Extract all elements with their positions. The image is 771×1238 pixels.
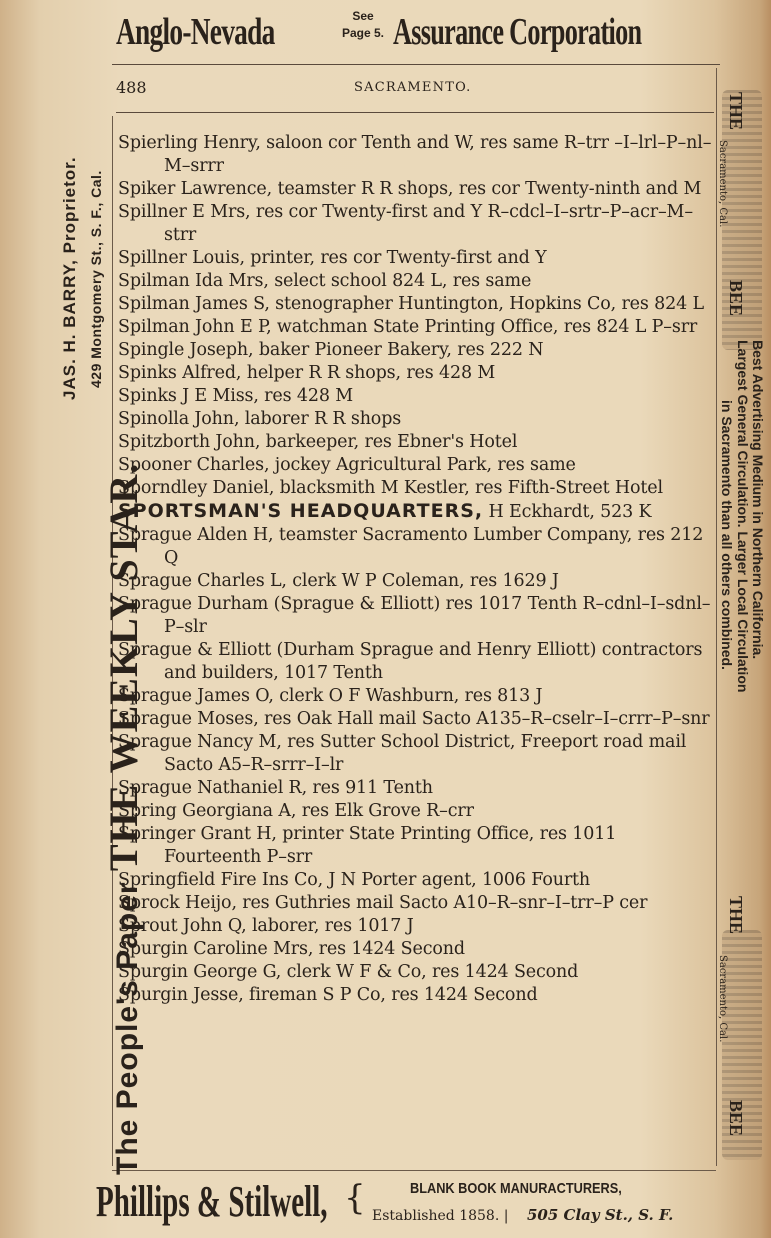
entry-name: Sprock Heijo — [118, 893, 232, 913]
entry-details: , res 911 Tenth — [301, 778, 433, 798]
directory-entry — [118, 731, 714, 777]
right-ad-line-3: in Sacramento than all others combined. — [719, 400, 735, 670]
entry-details: H Eckhardt, 523 K — [483, 502, 652, 522]
entry-details: , stenographer Huntington, Hopkins Co, res 824 L — [264, 294, 704, 314]
entry-details: , clerk O F Washburn, res 813 J — [268, 686, 543, 706]
top-ad-right-text: Assurance Corporation — [393, 11, 642, 53]
entry-details: , printer State Printing Office, res 1011 Fourteenth P–srr — [164, 824, 617, 867]
entry-name: Sporndley Daniel — [118, 478, 269, 498]
directory-entry — [118, 408, 714, 431]
left-ad-slogan: The People's Paper — [111, 881, 144, 1175]
bottom-ad-brace: { — [344, 1178, 366, 1218]
right-ad-top-city: Sacramento, Cal. — [717, 140, 728, 228]
right-ad-line-1: Best Advertising Medium in Northern California. — [750, 340, 766, 660]
entry-name: Spillner Louis — [118, 248, 240, 268]
top-ad-page: Page 5. — [341, 26, 385, 40]
directory-entry — [118, 938, 714, 961]
directory-entry — [118, 270, 714, 293]
directory-entry — [118, 524, 714, 570]
directory-entry — [118, 201, 714, 247]
entry-details: , printer, res cor Twenty-first and Y — [239, 248, 547, 268]
bottom-ad-firm: Phillips & Stilwell, — [96, 1177, 328, 1226]
entry-name: Spillner E Mrs — [118, 202, 246, 222]
directory-entry — [118, 500, 714, 524]
entry-details: , barkeeper, res Ebner's Hotel — [254, 432, 518, 452]
directory-entry — [118, 639, 714, 685]
entry-details: , res Elk Grove R–crr — [290, 801, 474, 821]
directory-entry — [118, 247, 714, 270]
directory-entry — [118, 593, 714, 639]
entry-details: , res 428 M — [253, 386, 353, 406]
top-divider — [112, 64, 720, 65]
entry-name: Spinks J E Miss — [118, 386, 254, 406]
directory-entry — [118, 477, 714, 500]
entry-details: , baker Pioneer Bakery, res 222 N — [248, 340, 544, 360]
entry-details: , saloon cor Tenth and W, res same R–trr –I–lrl–P–nl–M–srrr — [164, 133, 712, 176]
directory-entry — [118, 362, 714, 385]
entry-details: , clerk W P Coleman, res 1629 J — [281, 571, 559, 591]
entry-name: Spingle Joseph — [118, 340, 249, 360]
left-ad-address: 429 Montgomery St., S. F., Cal. — [88, 170, 104, 388]
entry-details: , res 1424 Second — [307, 939, 465, 959]
right-ad-bottom-bee: BEE — [726, 1100, 746, 1137]
entry-name: Sprout John Q — [118, 916, 242, 936]
directory-entry — [118, 892, 714, 915]
left-ad-paper-name: THE WEEKLY STAR. — [101, 462, 146, 872]
directory-entry — [118, 570, 714, 593]
entry-details: , res Oak Hall mail Sacto A135–R–cselr–I–crrr–P–snr — [253, 709, 710, 729]
entry-name: Springfield Fire Ins Co — [118, 870, 318, 890]
right-advertisement — [718, 70, 771, 1170]
directory-entry — [118, 431, 714, 454]
entry-details: , watchman State Printing Office, res 824 L P–srr — [266, 317, 698, 337]
entry-name: Spilman John E P — [118, 317, 267, 337]
entry-name: Spinolla John — [118, 409, 234, 429]
entry-name: Spurgin Caroline Mrs — [118, 939, 308, 959]
page-header — [116, 78, 716, 100]
entry-details: , J N Porter agent, 1006 Fourth — [317, 870, 591, 890]
top-advertisement — [0, 0, 771, 62]
directory-entry — [118, 132, 714, 178]
right-ad-bottom-title: THE — [726, 896, 746, 935]
page-number: 488 — [116, 78, 147, 97]
entry-name: Springer Grant H — [118, 824, 272, 844]
entry-name: Spilman James S — [118, 294, 265, 314]
top-ad-left-text: Anglo-Nevada — [116, 11, 275, 53]
bottom-ad-trade: BLANK BOOK MANURACTURERS, — [410, 1180, 622, 1197]
entry-name: Spurgin Jesse — [118, 985, 239, 1005]
right-ad-bottom-city: Sacramento, Cal. — [717, 955, 728, 1043]
bottom-ad-established: Established 1858. | — [372, 1208, 509, 1224]
directory-entry — [118, 823, 714, 869]
entry-name: Spurgin George G — [118, 962, 276, 982]
left-ad-proprietor: JAS. H. BARRY, Proprietor. — [60, 156, 79, 400]
directory-entry — [118, 869, 714, 892]
entry-details: , jockey Agricultural Park, res same — [263, 455, 576, 475]
running-head-city: SACRAMENTO. — [354, 80, 472, 95]
entry-name: Sprague & Elliott — [118, 640, 272, 660]
directory-entry — [118, 961, 714, 984]
entry-details: , helper R R shops, res 428 M — [235, 363, 496, 383]
entry-name: Sprague Moses — [118, 709, 254, 729]
entry-details: , res cor Twenty-first and Y R–cdcl–I–srtr–P–acr–M–strr — [164, 202, 693, 245]
directory-entry — [118, 800, 714, 823]
entry-name: SPORTSMAN'S HEADQUARTERS, — [118, 500, 484, 522]
entry-name: Spilman Ida Mrs — [118, 271, 264, 291]
directory-entry — [118, 385, 714, 408]
entry-details: (Sprague & Elliott) res 1017 Tenth R–cdnl–I–sdnl–P–slr — [164, 594, 711, 637]
bottom-advertisement — [0, 1172, 771, 1238]
entry-details: , laborer, res 1017 J — [241, 916, 414, 936]
entry-details: , res Sutter School District, Freeport road mail Sacto A5–R–srrr–I–lr — [164, 732, 687, 775]
bottom-ad-address: 505 Clay St., S. F. — [527, 1206, 674, 1224]
entry-details: , fireman S P Co, res 1424 Second — [238, 985, 538, 1005]
directory-entry — [118, 685, 714, 708]
directory-entry — [118, 915, 714, 938]
entry-name: Sprague James O — [118, 686, 269, 706]
entry-details: , clerk W F & Co, res 1424 Second — [275, 962, 579, 982]
entry-name: Spinks Alfred — [118, 363, 236, 383]
right-ad-top-bee: BEE — [726, 280, 746, 317]
entry-details: , blacksmith M Kestler, res Fifth-Street Hotel — [268, 478, 663, 498]
right-ad-line-2: Largest General Circulation. Larger Local Circulation — [735, 340, 751, 693]
entry-name: Sprague Nancy M — [118, 732, 277, 752]
directory-entry — [118, 339, 714, 362]
entry-name: Spring Georgiana A — [118, 801, 291, 821]
entry-name: Sprague Alden H — [118, 525, 269, 545]
entry-details: , teamster R R shops, res cor Twenty-ninth and M — [266, 179, 702, 199]
directory-entry — [118, 178, 714, 201]
entry-name: Sprague Nathaniel R — [118, 778, 302, 798]
entry-details: , select school 824 L, res same — [263, 271, 532, 291]
top-ad-see: See — [352, 9, 374, 23]
entry-details: (Durham Sprague and Henry Elliott) contractors and builders, 1017 Tenth — [164, 640, 703, 683]
entry-details: , res Guthries mail Sacto A10–R–snr–I–trr–P cer — [231, 893, 648, 913]
bottom-divider — [112, 1170, 716, 1171]
right-ad-top-title: THE — [726, 92, 746, 131]
entry-name: Sprague Durham — [118, 594, 269, 614]
directory-entry — [118, 777, 714, 800]
entry-details: , laborer R R shops — [233, 409, 402, 429]
directory-entry — [118, 454, 714, 477]
directory-entry — [118, 708, 714, 731]
entry-name: Spitzborth John — [118, 432, 255, 452]
entry-details: , teamster Sacramento Lumber Company, res 212 Q — [164, 525, 704, 568]
header-divider — [116, 112, 714, 113]
entry-name: Spiker Lawrence — [118, 179, 267, 199]
directory-entry — [118, 293, 714, 316]
directory-entries — [118, 132, 714, 1007]
entry-name: Sprague Charles L — [118, 571, 282, 591]
directory-entry — [118, 316, 714, 339]
directory-entry — [118, 984, 714, 1007]
entry-name: Spooner Charles — [118, 455, 264, 475]
entry-name: Spierling Henry — [118, 133, 256, 153]
